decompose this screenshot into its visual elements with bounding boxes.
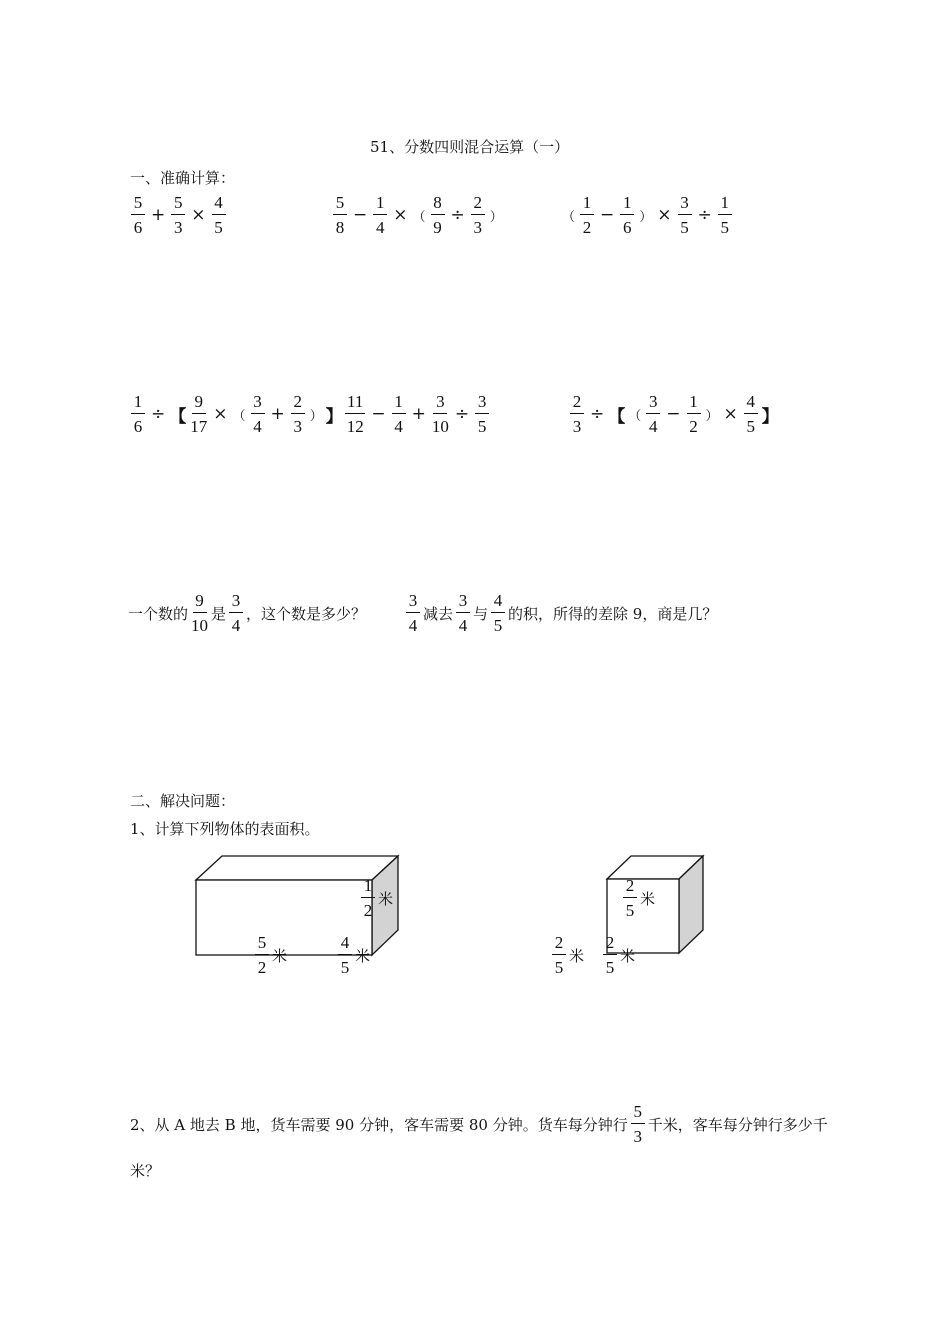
box1-length-label: $\frac{5}{2}$ 米 xyxy=(252,934,287,976)
fraction: $\frac{4}{5}$ xyxy=(491,592,505,634)
box2-left-label: $\frac{2}{5}$ 米 xyxy=(549,934,584,976)
fraction: $\frac{2}{3}$ xyxy=(471,194,485,236)
fraction: $\frac{2}{3}$ xyxy=(291,393,305,435)
fraction: $\frac{1}{2}$ xyxy=(687,393,701,435)
fraction: $\frac{1}{6}$ xyxy=(131,393,145,435)
box2-width-label: $\frac{2}{5}$ 米 xyxy=(600,934,635,976)
expr-2: $\frac{5}{8}$ − $\frac{1}{4}$ × （ $\frac{8}{9}$ ÷ $\frac{2}{3}$ ） xyxy=(330,194,505,236)
fraction: $\frac{4}{5}$ xyxy=(212,194,226,236)
box1-height-label: $\frac{1}{2}$ 米 xyxy=(358,877,393,919)
problem2-line2: 米？ xyxy=(130,1162,161,1180)
problem1-text: 1、计算下列物体的表面积。 xyxy=(130,820,320,838)
box2-height-label: $\frac{2}{5}$ 米 xyxy=(620,877,655,919)
fraction: $\frac{3}{5}$ xyxy=(678,194,692,236)
word-question-b: $\frac{3}{4}$ 减去 $\frac{3}{4}$ 与 $\frac{4}{5}$ 的积，所得的差除 9，商是几？ xyxy=(403,592,717,634)
fraction: $\frac{1}{5}$ xyxy=(718,194,732,236)
fraction: $\frac{8}{9}$ xyxy=(431,194,445,236)
fraction: $\frac{1}{4}$ xyxy=(392,393,406,435)
fraction: $\frac{3}{5}$ xyxy=(475,393,489,435)
fraction: $\frac{1}{2}$ xyxy=(580,194,594,236)
fraction: $\frac{11}{12}$ xyxy=(346,392,364,436)
fraction: $\frac{3}{10}$ xyxy=(431,392,449,436)
box1-width-label: $\frac{4}{5}$ 米 xyxy=(335,934,370,976)
fraction: $\frac{3}{4}$ xyxy=(646,393,660,435)
fraction: $\frac{1}{4}$ xyxy=(373,194,387,236)
fraction: $\frac{3}{4}$ xyxy=(406,592,420,634)
fraction: $\frac{5}{3}$ xyxy=(631,1103,645,1145)
fraction: $\frac{5}{3}$ xyxy=(171,194,185,236)
expr-1: $\frac{5}{6}$ + $\frac{5}{3}$ × $\frac{4}{5}$ xyxy=(128,194,229,236)
problem2-line1: 2、从 A 地去 B 地，货车需要 90 分钟，客车需要 80 分钟。货车每分钟行 $\frac{5}{3}$ 千米，客车每分钟行多少千 xyxy=(130,1102,828,1146)
section2-heading: 二、解决问题： xyxy=(130,792,236,810)
fraction: $\frac{4}{5}$ xyxy=(744,393,758,435)
fraction: $\frac{9}{10}$ xyxy=(191,591,209,635)
fraction: $\frac{5}{8}$ xyxy=(333,194,347,236)
fraction: $\frac{3}{4}$ xyxy=(456,592,470,634)
page-title: 51、分数四则混合运算（一） xyxy=(370,138,570,156)
expr-3: （ $\frac{1}{2}$ − $\frac{1}{6}$ ） × $\frac{3}{5}$ ÷ $\frac{1}{5}$ xyxy=(560,194,735,236)
expr-6: $\frac{2}{3}$ ÷ 【 （ $\frac{3}{4}$ − $\frac{1}{2}$ ） × $\frac{4}{5}$ 】 xyxy=(567,393,780,435)
fraction: $\frac{3}{4}$ xyxy=(229,592,243,634)
fraction: $\frac{9}{17}$ xyxy=(190,392,208,436)
fraction: $\frac{1}{6}$ xyxy=(620,194,634,236)
word-question-a: 一个数的 $\frac{9}{10}$ 是 $\frac{3}{4}$ ，这个数是多少？ xyxy=(128,591,367,635)
fraction: $\frac{5}{6}$ xyxy=(131,194,145,236)
expr-5: $\frac{11}{12}$ − $\frac{1}{4}$ + $\frac{3}{10}$ ÷ $\frac{3}{5}$ xyxy=(342,393,492,435)
fraction: $\frac{2}{3}$ xyxy=(570,393,584,435)
fraction: $\frac{3}{4}$ xyxy=(251,393,265,435)
section1-heading: 一、准确计算： xyxy=(130,169,236,187)
expr-4: $\frac{1}{6}$ ÷ 【 $\frac{9}{17}$ × （ $\frac{3}{4}$ + $\frac{2}{3}$ ） 】 xyxy=(128,393,344,435)
